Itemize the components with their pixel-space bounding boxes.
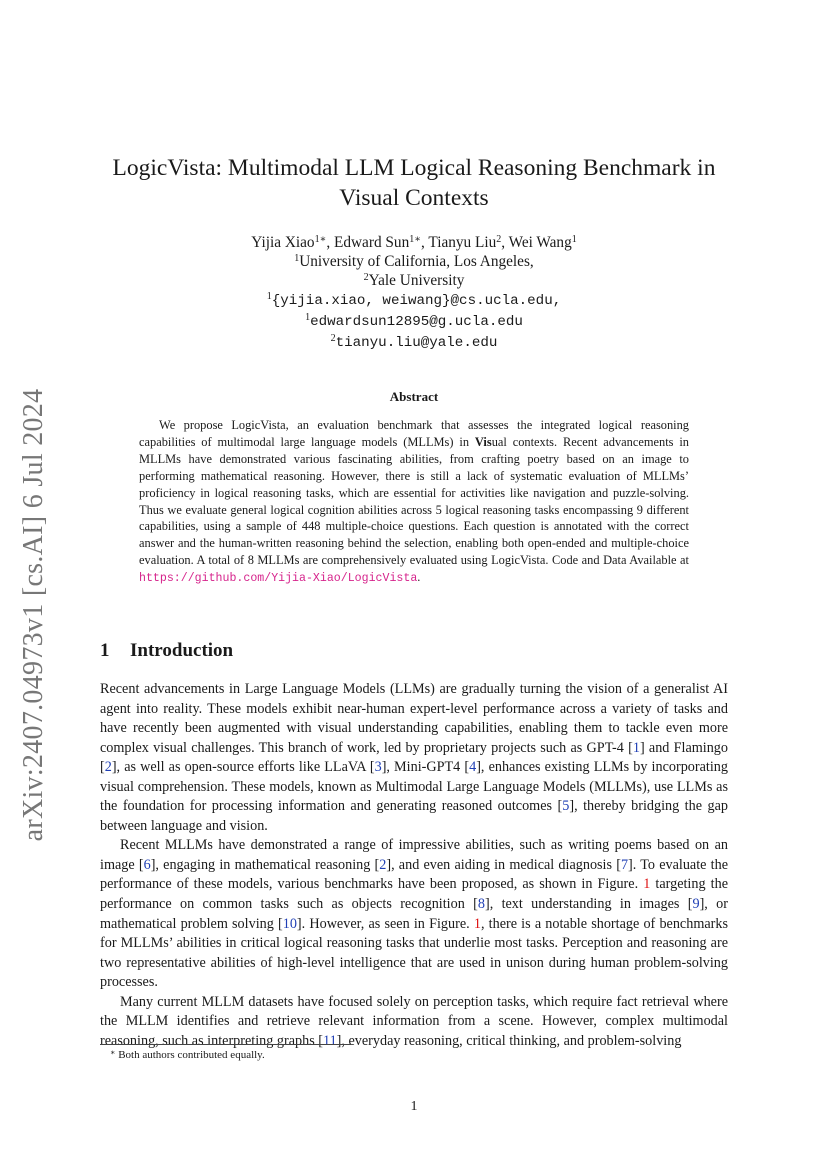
citation-link[interactable]: 3: [374, 759, 382, 776]
citation-link[interactable]: 2: [379, 856, 387, 873]
text: , there is a notable shortage of benchmarks for MLLMs’ abilities in critical logical reasoning tasks that underlie most tasks. Perception and reasoning are two representative abilities of high-level intelligence that are used in unison during human problem-solving processes.: [100, 915, 728, 991]
text: ], text understanding in images [: [484, 896, 693, 913]
arxiv-stamp-text: arXiv:2407.04973v1 [cs.AI] 6 Jul 2024: [18, 388, 49, 842]
citation-link[interactable]: 11: [323, 1032, 337, 1049]
abstract-text: ual contexts. Recent advancements in MLLMs have demonstrated various fascinating abilities, from crafting poetry based on an image to performing mathematical reasoning. However, there is still a lack of systematic evaluation of MLLMs’ proficiency in logical reasoning tasks, which are essential for activities like navigation and puzzle-solving. Thus we evaluate general logical cognition abilities across 5 logical reasoning tasks encompassing 9 different capabilities, using a sample of 448 multiple-choice questions. Each question is annotated with the correct answer and the human-written reasoning behind the selection, enabling both open-ended and multiple-choice evaluation. A total of 8 MLLMs are comprehensively evaluated using LogicVista. Code and Data Available at: [139, 434, 689, 568]
author-mark: 1∗: [314, 234, 327, 245]
section-title: Introduction: [130, 640, 234, 661]
body-text: [100, 680, 728, 1051]
abstract-text: We propose LogicVista, an evaluation benchmark that assesses the integrated logical reasoning capabilities of multimodal large language models (MLLMs) in: [139, 418, 689, 449]
text: ], everyday reasoning, critical thinking, and problem-solving: [336, 1032, 682, 1049]
affiliation-mark: 2: [363, 272, 369, 283]
affiliation-text: University of California, Los Angeles,: [299, 253, 534, 270]
footnote-text: Both authors contributed equally.: [118, 1049, 265, 1061]
paper-title: [90, 153, 738, 213]
abstract-text: .: [417, 570, 421, 585]
affiliation-text: Yale University: [368, 272, 465, 289]
text: ]. To evaluate the performance of these models, various benchmarks have been proposed, as shown in Figure.: [100, 856, 728, 893]
citation-link[interactable]: 6: [143, 856, 151, 873]
abstract: [139, 417, 689, 588]
author-mark: 1∗: [409, 234, 422, 245]
text: ] and Flamingo [: [100, 739, 728, 776]
email-mark: 1: [266, 291, 272, 302]
author-name: Wei Wang: [508, 234, 572, 251]
text: ], and even aiding in medical diagnosis [: [386, 856, 621, 873]
citation-link[interactable]: 4: [469, 759, 477, 776]
email-1: [150, 290, 678, 311]
text: Recent advancements in Large Language Models (LLMs) are gradually turning the vision of a generalist AI agent into reality. These models exhibit near-human expert-level performance across a variety of tasks and have recently been augmented with visual understanding capabilities, enabling them to tackle even more complex visual challenges. This branch of work, led by proprietary projects such as GPT-4 [: [100, 681, 728, 756]
affiliation-2: [150, 271, 678, 290]
text: Recent MLLMs have demonstrated a range of impressive abilities, such as writing poems based on an image [: [100, 837, 728, 873]
figure-link[interactable]: 1: [643, 876, 651, 893]
abstract-bold-vis: Vis: [474, 434, 492, 449]
email-text: {yijia.xiao, weiwang}@cs.ucla.edu,: [271, 293, 562, 309]
paragraph-1: [100, 680, 728, 836]
paragraph-3: [100, 993, 728, 1052]
citation-link[interactable]: 5: [562, 798, 570, 815]
code-link[interactable]: https://github.com/Yijia-Xiao/LogicVista: [139, 572, 418, 586]
footnote: [110, 1049, 265, 1061]
title-line-1: LogicVista: Multimodal LLM Logical Reasoning Benchmark in: [112, 155, 716, 181]
citation-link[interactable]: 9: [692, 896, 700, 913]
text: ], engaging in mathematical reasoning [: [150, 856, 380, 873]
section-heading: [100, 640, 233, 662]
abstract-heading: Abstract: [389, 389, 439, 404]
author-block: [150, 233, 678, 353]
text: ], enhances existing LLMs by incorporating visual comprehension. These models, known as Multimodal Large Language Models (MLLMs), use LLMs as the foundation for processing information and generating reasoned outcomes [: [100, 759, 728, 815]
author-name: Edward Sun: [334, 234, 410, 251]
email-3: [150, 332, 678, 353]
title-line-2: Visual Contexts: [339, 185, 489, 211]
arxiv-stamp: [14, 390, 54, 840]
citation-link[interactable]: 10: [282, 915, 297, 932]
email-2: [150, 311, 678, 332]
text: ], Mini-GPT4 [: [381, 759, 470, 776]
author-mark: 2: [496, 234, 502, 245]
footnote-mark: ∗: [110, 1048, 116, 1057]
figure-link[interactable]: 1: [473, 915, 481, 932]
text: Many current MLLM datasets have focused solely on perception tasks, which require fact retrieval where the MLLM identifies and retrieve relevant information from a scene. However, complex multimodal reasoning, such as interpreting graphs [: [100, 993, 728, 1049]
affiliation-1: [150, 252, 678, 271]
email-text: tianyu.liu@yale.edu: [335, 335, 498, 351]
footnote-rule: [100, 1044, 351, 1045]
author-names: Yijia Xiao$^{1∗}$, Edward Sun$^{1∗}$, Tianyu Liu$^2$, Wei Wang$^1$: [251, 234, 577, 251]
citation-link[interactable]: 2: [104, 759, 112, 776]
author-name: Tianyu Liu: [428, 234, 497, 251]
section-number: 1: [100, 640, 110, 661]
citation-link[interactable]: 7: [620, 856, 629, 873]
author-name: Yijia Xiao: [251, 234, 315, 251]
text: ], as well as open-source efforts like LLaVA [: [111, 759, 375, 776]
page-number: 1: [410, 1099, 418, 1114]
email-mark: 1: [305, 312, 311, 323]
paragraph-2: [100, 836, 728, 992]
email-text: edwardsun12895@g.ucla.edu: [310, 314, 523, 330]
affiliation-mark: 1: [294, 253, 300, 264]
citation-link[interactable]: 8: [477, 896, 485, 913]
abstract-paragraph: [139, 417, 689, 588]
text: ]. However, as seen in Figure.: [296, 915, 474, 932]
citation-link[interactable]: 1: [632, 739, 640, 756]
text: ], thereby bridging the gap between language and vision.: [100, 798, 728, 834]
author-mark: 1: [571, 234, 577, 245]
email-mark: 2: [330, 333, 336, 344]
text: targeting the performance on common tasks such as objects recognition [: [100, 876, 728, 913]
text: ], or mathematical problem solving [: [100, 896, 728, 932]
